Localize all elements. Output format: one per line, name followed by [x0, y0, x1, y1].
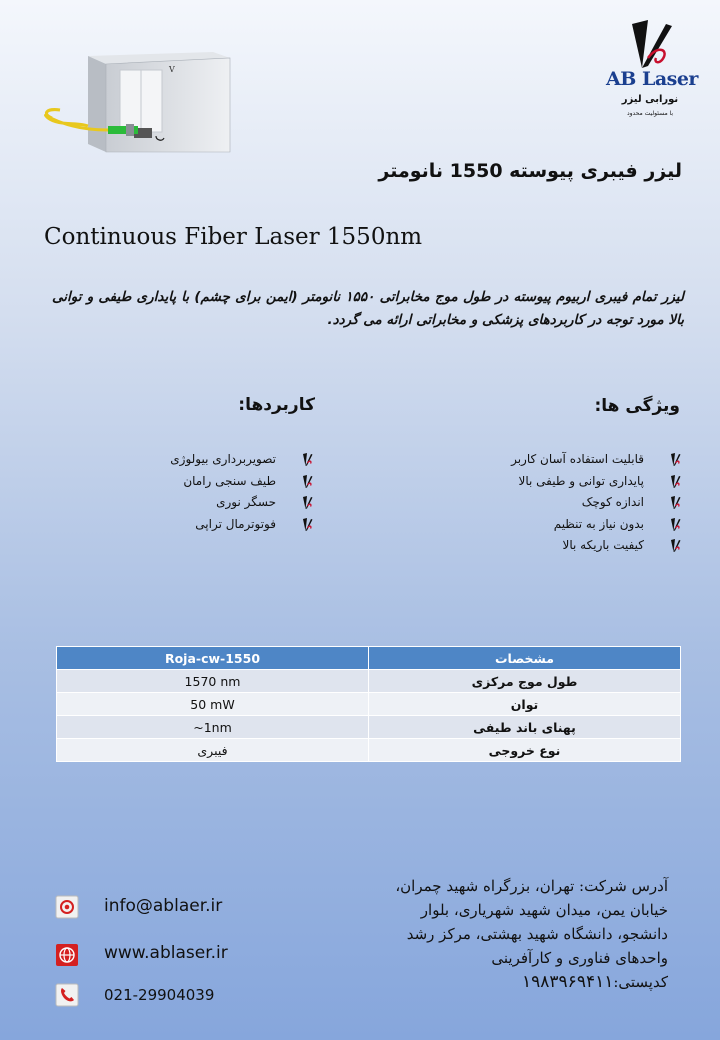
- spec-value: 1570 nm: [57, 670, 369, 693]
- list-item: [444, 514, 684, 536]
- postal-code-line: [368, 970, 668, 994]
- v-logo-bullet-icon: [668, 538, 684, 554]
- email-icon: [55, 895, 79, 919]
- header-specs: مشخصات: [369, 647, 681, 670]
- company-address: [368, 874, 668, 994]
- list-item: [444, 471, 684, 493]
- list-item: [444, 535, 684, 557]
- phone-icon: [55, 983, 79, 1007]
- spec-value: ~1nm: [57, 716, 369, 739]
- v-logo-bullet-icon: [300, 474, 316, 490]
- list-item: [76, 471, 316, 493]
- list-item: [444, 492, 684, 514]
- spec-value: فیبری: [57, 739, 369, 762]
- list-item: [76, 492, 316, 514]
- logo-brand: AB Laser: [606, 68, 698, 90]
- address-line: واحدهای فناوری و کارآفرینی: [491, 949, 668, 967]
- list-item: [76, 449, 316, 471]
- v-logo-bullet-icon: [668, 474, 684, 490]
- product-description: لیزر تمام فیبری اربیوم پیوسته در طول موج مخابراتی ۱۵۵۰ نانومتر (ایمن برای چشم) با پایداری طیفی و توانی بالا مورد توجه در کاربردهای پزشکی و مخابراتی ارائه می گردد.: [52, 289, 684, 328]
- v-logo-bullet-icon: [668, 517, 684, 533]
- title-persian: لیزر فیبری پیوسته 1550 نانومتر: [378, 160, 682, 182]
- features-title: ویژگی ها:: [594, 396, 680, 416]
- svg-text:V: V: [169, 65, 175, 74]
- spec-table: [56, 646, 681, 762]
- company-logo: [596, 10, 708, 122]
- table-row: [57, 716, 681, 739]
- v-logo-icon: [618, 14, 688, 72]
- application-text: طیف سنجی رامان: [183, 473, 276, 488]
- v-logo-bullet-icon: [300, 495, 316, 511]
- feature-text: قابلیت استفاده آسان کاربر: [511, 452, 644, 466]
- applications-title: کاربردها:: [238, 395, 315, 415]
- feature-text: بدون نیاز به تنظیم: [553, 516, 644, 531]
- application-text: تصویربرداری بیولوژی: [170, 452, 276, 466]
- postal-label: کدپستی:: [613, 973, 668, 991]
- feature-text: کیفیت باریکه بالا: [562, 538, 644, 552]
- logo-small-text: با مسئولیت محدود: [626, 110, 674, 117]
- v-logo-bullet-icon: [300, 452, 316, 468]
- features-list: [444, 449, 684, 557]
- address-line: خیابان یمن، میدان شهید شهریاری، بلوار: [420, 901, 668, 919]
- postal-code: ۱۹۸۳۹۶۹۴۱۱: [522, 972, 614, 992]
- v-logo-bullet-icon: [668, 452, 684, 468]
- feature-text: پایداری توانی و طیفی بالا: [518, 473, 644, 488]
- address-line: آدرس شرکت: تهران، بزرگراه شهید چمران،: [395, 877, 668, 895]
- application-text: حسگر نوری: [216, 495, 276, 509]
- table-row: [57, 670, 681, 693]
- applications-list: [76, 449, 316, 535]
- v-logo-bullet-icon: [668, 495, 684, 511]
- spec-value: 50 mW: [57, 693, 369, 716]
- globe-icon: [55, 943, 79, 967]
- title-english: Continuous Fiber Laser 1550nm: [44, 224, 423, 250]
- table-header-row: [57, 647, 681, 670]
- email-link[interactable]: info@ablaer.ir: [104, 896, 223, 916]
- website-link[interactable]: www.ablaser.ir: [104, 943, 228, 963]
- spec-label: توان: [369, 693, 681, 716]
- product-image: [38, 48, 238, 178]
- logo-subtitle: نورابی لیزر: [621, 94, 679, 105]
- table-row: [57, 693, 681, 716]
- spec-label: نوع خروجی: [369, 739, 681, 762]
- list-item: [444, 449, 684, 471]
- application-text: فوتوترمال تراپی: [195, 516, 276, 531]
- list-item: [76, 514, 316, 536]
- header-model: Roja-cw-1550: [57, 647, 369, 670]
- spec-label: پهنای باند طیفی: [369, 716, 681, 739]
- feature-text: اندازه کوچک: [581, 495, 644, 509]
- address-line: دانشجو، دانشگاه شهید بهشتی، مرکز رشد: [406, 925, 668, 943]
- spec-label: طول موج مرکزی: [369, 670, 681, 693]
- phone-link[interactable]: 021-29904039: [104, 986, 215, 1004]
- table-row: [57, 739, 681, 762]
- v-logo-bullet-icon: [300, 517, 316, 533]
